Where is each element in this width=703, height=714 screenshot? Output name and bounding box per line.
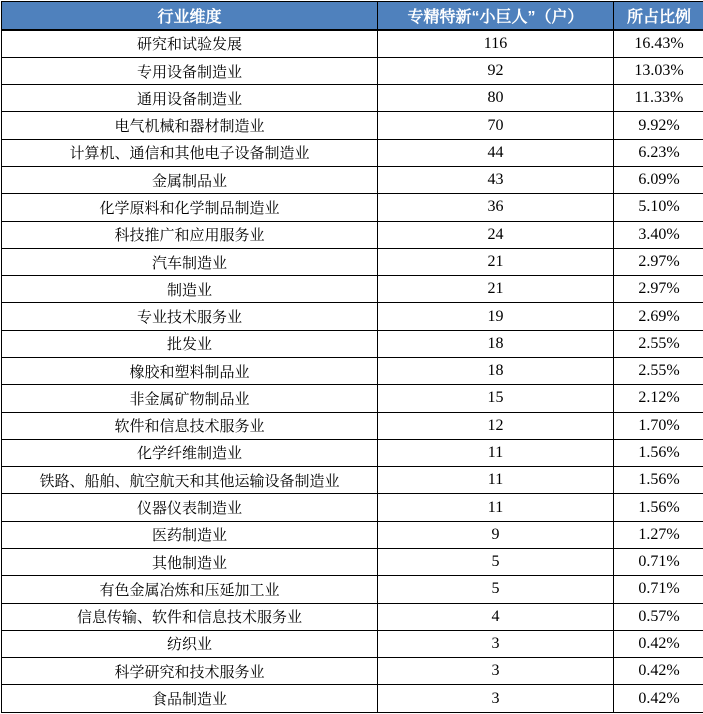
count-cell: 92: [378, 57, 614, 84]
industry-cell: 批发业: [2, 330, 378, 357]
table-row: [2, 248, 703, 275]
table-row: [2, 494, 703, 521]
share-cell: 1.56%: [614, 467, 703, 494]
industry-cell: 软件和信息技术服务业: [2, 412, 378, 439]
share-cell: 5.10%: [614, 194, 703, 221]
table-row: [2, 139, 703, 166]
share-cell: 2.97%: [614, 248, 703, 275]
share-cell: 2.55%: [614, 330, 703, 357]
industry-cell: 专用设备制造业: [2, 57, 378, 84]
share-cell: 11.33%: [614, 85, 703, 112]
share-cell: 1.56%: [614, 439, 703, 466]
industry-cell: 汽车制造业: [2, 248, 378, 275]
industry-cell: 专业技术服务业: [2, 303, 378, 330]
table-row: [2, 467, 703, 494]
share-cell: 0.42%: [614, 685, 703, 713]
industry-cell: 橡胶和塑料制品业: [2, 358, 378, 385]
industry-cell: 电气机械和器材制造业: [2, 112, 378, 139]
table-row: [2, 439, 703, 466]
industry-cell: 制造业: [2, 276, 378, 303]
count-cell: 21: [378, 276, 614, 303]
count-cell: 5: [378, 548, 614, 575]
industry-cell: 金属制品业: [2, 167, 378, 194]
count-cell: 3: [378, 685, 614, 713]
share-cell: 16.43%: [614, 30, 703, 58]
industry-cell: 仪器仪表制造业: [2, 494, 378, 521]
table-row: [2, 630, 703, 657]
industry-cell: 化学原料和化学制品制造业: [2, 194, 378, 221]
header-row: [2, 2, 703, 30]
count-cell: 3: [378, 630, 614, 657]
industry-cell: 医药制造业: [2, 521, 378, 548]
share-cell: 0.42%: [614, 630, 703, 657]
industry-cell: 信息传输、软件和信息技术服务业: [2, 603, 378, 630]
count-cell: 80: [378, 85, 614, 112]
share-cell: 6.09%: [614, 167, 703, 194]
share-cell: 6.23%: [614, 139, 703, 166]
industry-cell: 其他制造业: [2, 548, 378, 575]
table-row: [2, 30, 703, 58]
count-cell: 116: [378, 30, 614, 58]
share-cell: 1.56%: [614, 494, 703, 521]
table-row: [2, 276, 703, 303]
share-cell: 1.27%: [614, 521, 703, 548]
table-row: [2, 221, 703, 248]
industry-cell: 有色金属冶炼和压延加工业: [2, 576, 378, 603]
table-row: [2, 303, 703, 330]
share-cell: 2.12%: [614, 385, 703, 412]
table-row: [2, 521, 703, 548]
industry-cell: 纺织业: [2, 630, 378, 657]
column-header-industry: 行业维度: [2, 2, 378, 30]
share-cell: 3.40%: [614, 221, 703, 248]
count-cell: 11: [378, 494, 614, 521]
table-row: [2, 548, 703, 575]
table-row: [2, 57, 703, 84]
count-cell: 9: [378, 521, 614, 548]
count-cell: 3: [378, 658, 614, 685]
industry-cell: 非金属矿物制品业: [2, 385, 378, 412]
table-row: [2, 112, 703, 139]
table-row: [2, 658, 703, 685]
table-header: [2, 2, 703, 30]
count-cell: 44: [378, 139, 614, 166]
share-cell: 2.55%: [614, 358, 703, 385]
count-cell: 15: [378, 385, 614, 412]
industry-cell: 科技推广和应用服务业: [2, 221, 378, 248]
table-body: [2, 30, 703, 713]
table-row: [2, 167, 703, 194]
industry-cell: 铁路、船舶、航空航天和其他运输设备制造业: [2, 467, 378, 494]
table-row: [2, 685, 703, 713]
share-cell: 0.57%: [614, 603, 703, 630]
column-header-share: 所占比例: [614, 2, 703, 30]
table-row: [2, 194, 703, 221]
industry-distribution-table: [1, 1, 703, 713]
table-row: [2, 85, 703, 112]
table-row: [2, 412, 703, 439]
count-cell: 36: [378, 194, 614, 221]
count-cell: 21: [378, 248, 614, 275]
count-cell: 70: [378, 112, 614, 139]
share-cell: 0.71%: [614, 548, 703, 575]
count-cell: 18: [378, 330, 614, 357]
count-cell: 19: [378, 303, 614, 330]
share-cell: 0.71%: [614, 576, 703, 603]
industry-cell: 食品制造业: [2, 685, 378, 713]
count-cell: 18: [378, 358, 614, 385]
share-cell: 2.97%: [614, 276, 703, 303]
count-cell: 11: [378, 439, 614, 466]
table-row: [2, 330, 703, 357]
share-cell: 1.70%: [614, 412, 703, 439]
count-cell: 5: [378, 576, 614, 603]
industry-cell: 科学研究和技术服务业: [2, 658, 378, 685]
count-cell: 4: [378, 603, 614, 630]
table-row: [2, 358, 703, 385]
column-header-count: 专精特新“小巨人”（户）: [378, 2, 614, 30]
count-cell: 24: [378, 221, 614, 248]
industry-cell: 化学纤维制造业: [2, 439, 378, 466]
table-row: [2, 576, 703, 603]
industry-cell: 计算机、通信和其他电子设备制造业: [2, 139, 378, 166]
industry-cell: 研究和试验发展: [2, 30, 378, 58]
count-cell: 11: [378, 467, 614, 494]
table-row: [2, 385, 703, 412]
share-cell: 13.03%: [614, 57, 703, 84]
count-cell: 12: [378, 412, 614, 439]
table-row: [2, 603, 703, 630]
industry-cell: 通用设备制造业: [2, 85, 378, 112]
share-cell: 0.42%: [614, 658, 703, 685]
share-cell: 9.92%: [614, 112, 703, 139]
share-cell: 2.69%: [614, 303, 703, 330]
count-cell: 43: [378, 167, 614, 194]
